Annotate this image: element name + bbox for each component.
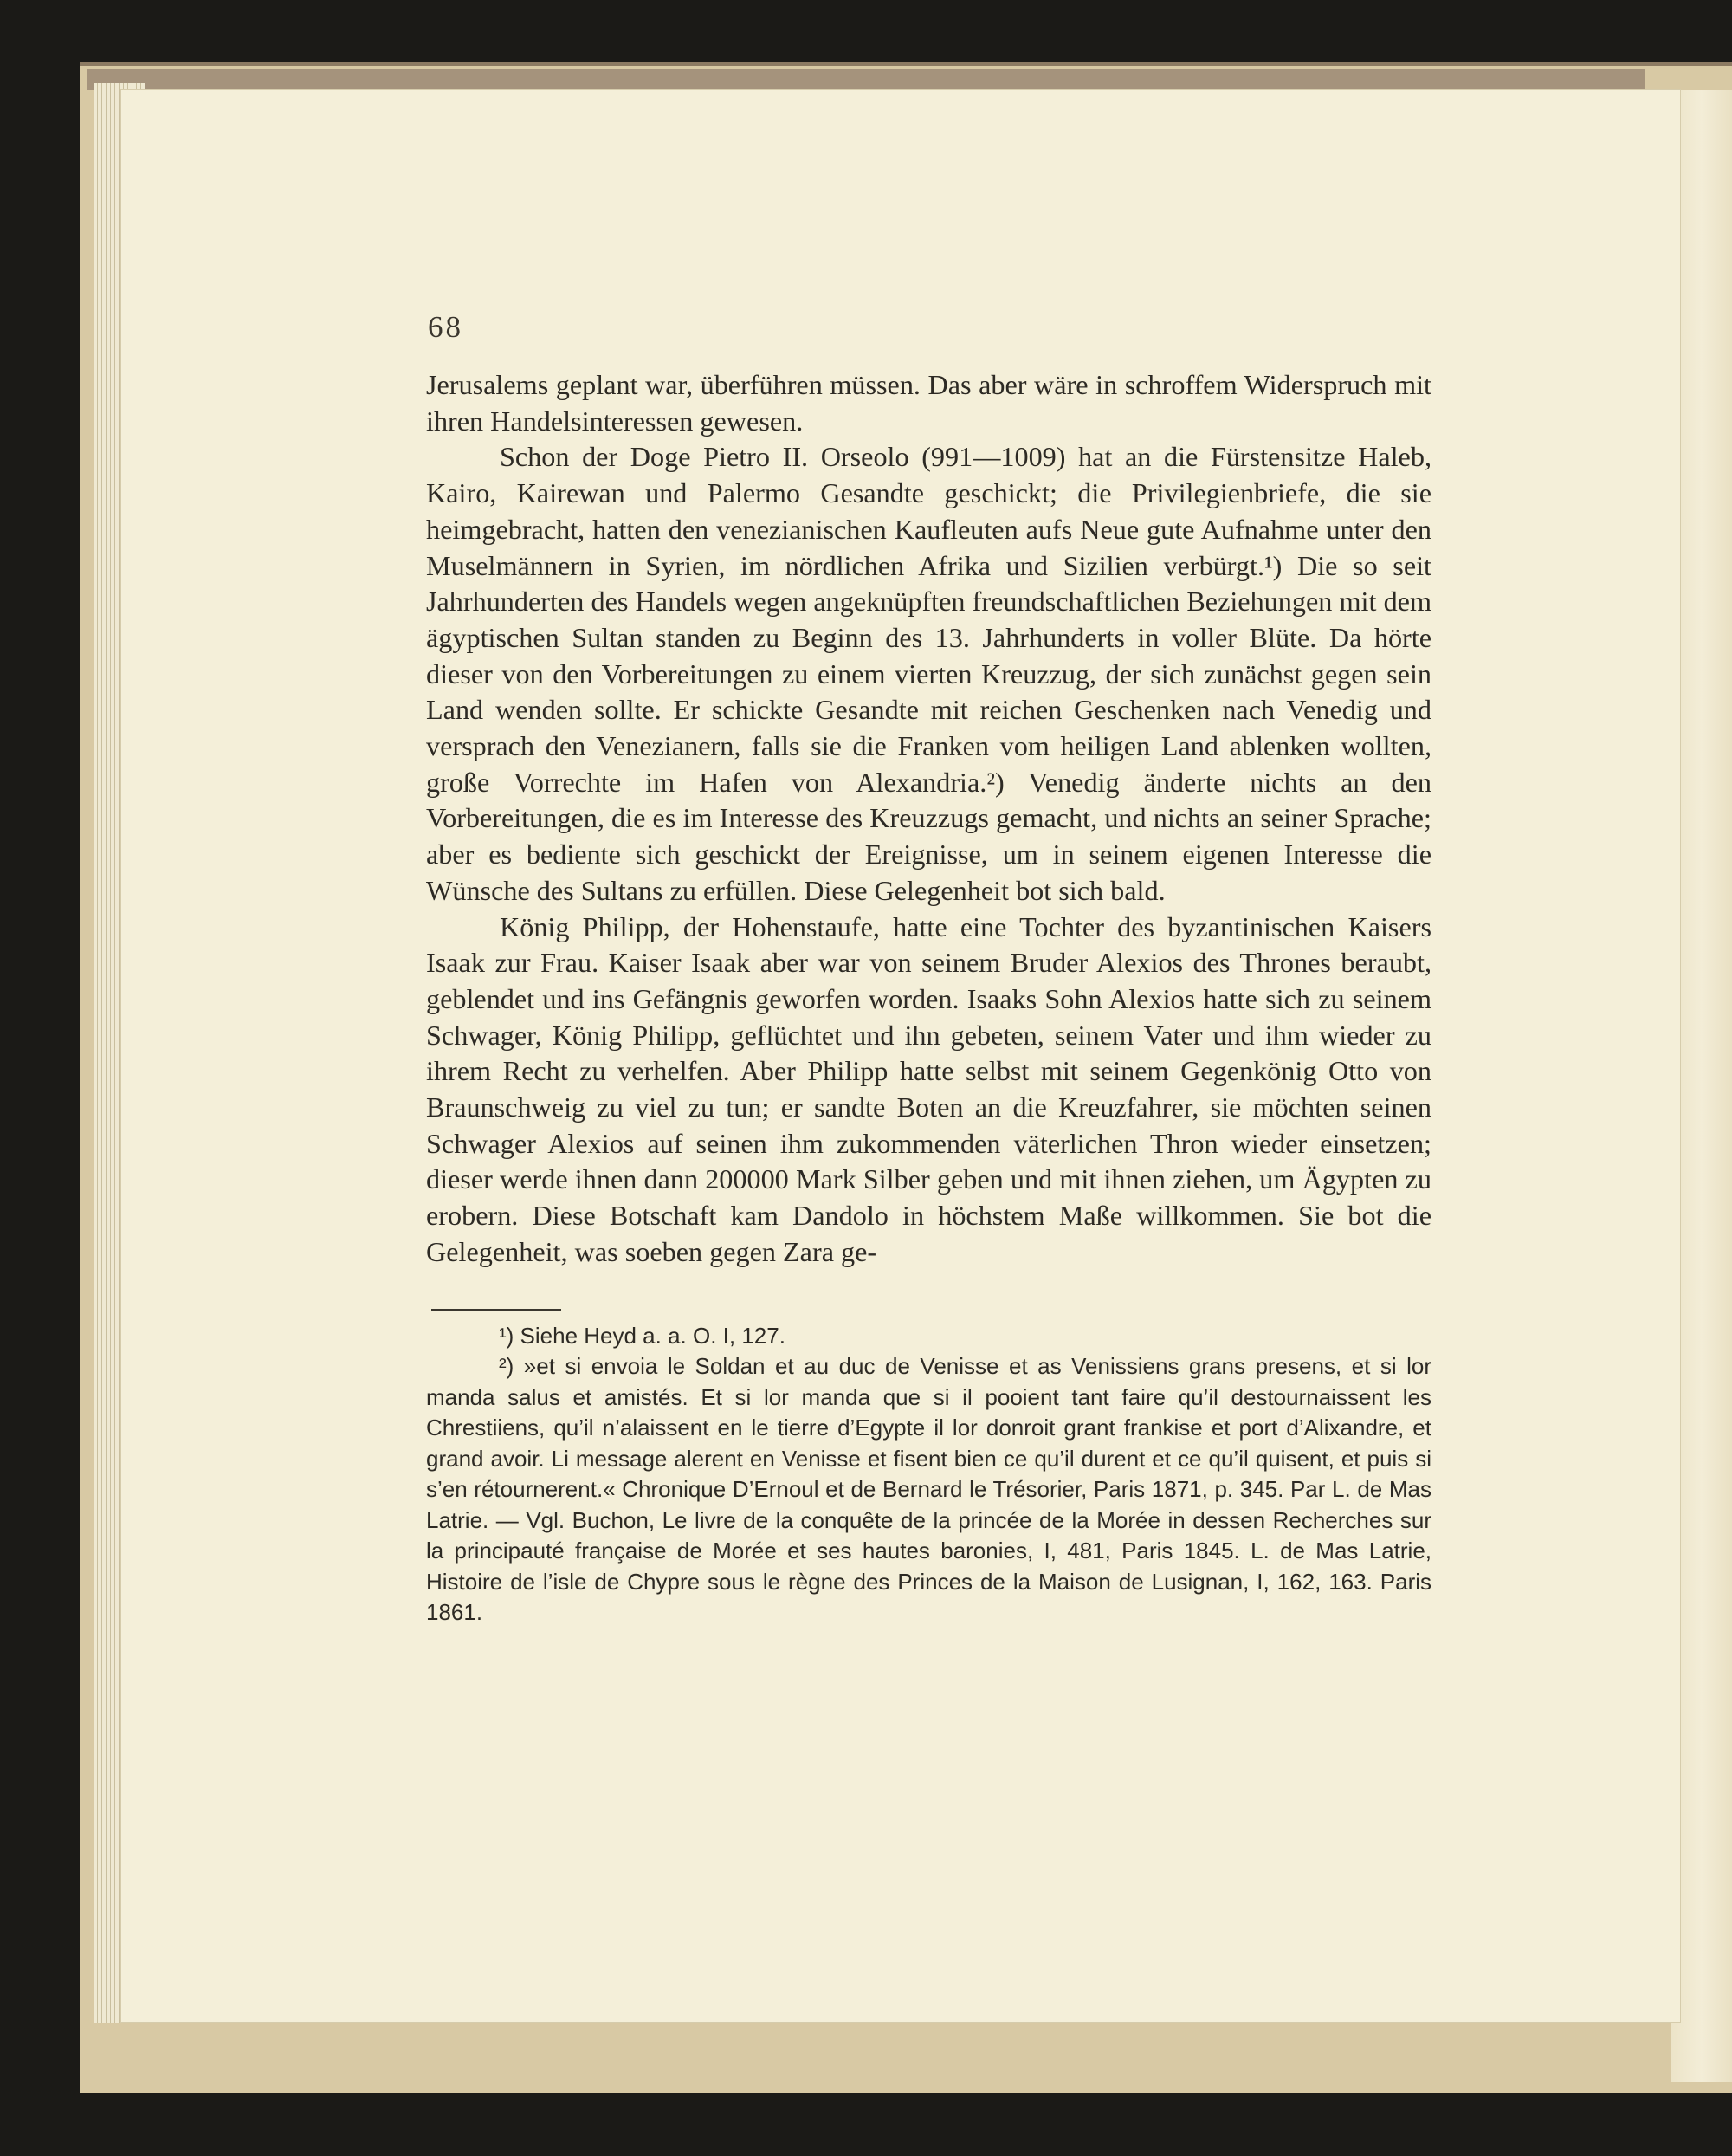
paragraph: Jerusalems geplant war, überführen müssen. Das aber wäre in schroffem Widerspruch mit ihren Handelsinteressen gewesen. <box>426 369 1431 437</box>
book-gutter <box>1671 90 1732 2082</box>
paragraph: König Philipp, der Hohenstaufe, hatte eine Tochter des byzantinischen Kaisers Isaak zur Frau. Kaiser Isaak aber war von seinem Bruder Alexios des Thrones beraubt, geblendet und ins Gefängnis geworfen worden. Isaaks Sohn Alexios hatte sich zu seinem Schwager, König Philipp, geflüchtet und ihn gebeten, seinem Vater und ihm wieder zu ihrem Recht zu verhelfen. Aber Philipp hatte selbst mit seinem Gegenkönig Otto von Braunschweig zu viel zu tun; er sandte Boten an die Kreuzfahrer, sie möchten seinen Schwager Alexios auf seinen ihm zukommenden väterlichen Thron wieder einsetzen; dieser werde ihnen dann 200000 Mark Silber geben und mit ihnen ziehen, um Ägypten zu erobern. Diese Botschaft kam Dandolo in höchstem Maße willkommen. Sie bot die Gelegenheit, was soeben gegen Zara ge- <box>426 910 1431 1267</box>
page-content <box>426 303 1431 1628</box>
book-cover-top-edge <box>87 69 1645 90</box>
footnotes <box>426 1321 1431 1628</box>
footnote: ¹) Siehe Heyd a. a. O. I, 127. <box>499 1322 785 1349</box>
main-text <box>426 367 1431 1271</box>
footnote: ²) »et si envoia le Soldan et au duc de Venisse et as Venissiens grans presens, et si lor manda salus et amistés. Et si lor manda que si il pooient tant faire qu’il destournaissent les Chrestiiens, qu’il n’alaissent en le tierre d’Egypte il lor donroit grant frankise et port d’Alixandre, et grand avoir. Li message alerent en Venisse et fisent bien ce qu’il durent et ce qu’il quisent, et puis si s’en rétournerent.« Chronique D’Ernoul et de Bernard le Trésorier, Paris 1871, p. 345. Par L. de Mas Latrie. — Vgl. Buchon, Le livre de la conquête de la princée de la Morée in dessen Recherches sur la principauté française de Morée et ses hautes baronies, I, 481, Paris 1845. L. de Mas Latrie, Histoire de l’isle de Chypre sous le règne des Princes de la Maison de Lusignan, I, 162, 163. Paris 1861. <box>426 1353 1431 1626</box>
paragraph: Schon der Doge Pietro II. Orseolo (991—1009) hat an die Fürstensitze Haleb, Kairo, Kairewan und Palermo Gesandte geschickt; die Privilegienbriefe, die sie heimgebracht, hatten den venezianischen Kaufleuten aufs Neue gute Aufnahme unter den Muselmännern in Syrien, im nördlichen Afrika und Sizilien verbürgt.¹) Die so seit Jahrhunderten des Handels wegen angeknüpften freundschaftlichen Beziehungen mit dem ägyptischen Sultan standen zu Beginn des 13. Jahrhunderts in voller Blüte. Da hörte dieser von den Vorbereitungen zu einem vierten Kreuzzug, der sich zunächst gegen sein Land wenden sollte. Er schickte Gesandte mit reichen Geschenken nach Venedig und versprach den Venezianern, falls sie die Franken vom heiligen Land ablenken wollten, große Vorrechte im Hafen von Alexandria.²) Venedig änderte nichts an den Vorbereitungen, die es im Interesse des Kreuzzugs gemacht, und nichts an seiner Sprache; aber es bediente sich geschickt der Ereignisse, um in seinem eigenen Interesse die Wünsche des Sultans zu erfüllen. Diese Gelegenheit bot sich bald. <box>426 441 1431 906</box>
page-number: 68 <box>428 310 463 344</box>
footnote-divider <box>431 1309 561 1311</box>
